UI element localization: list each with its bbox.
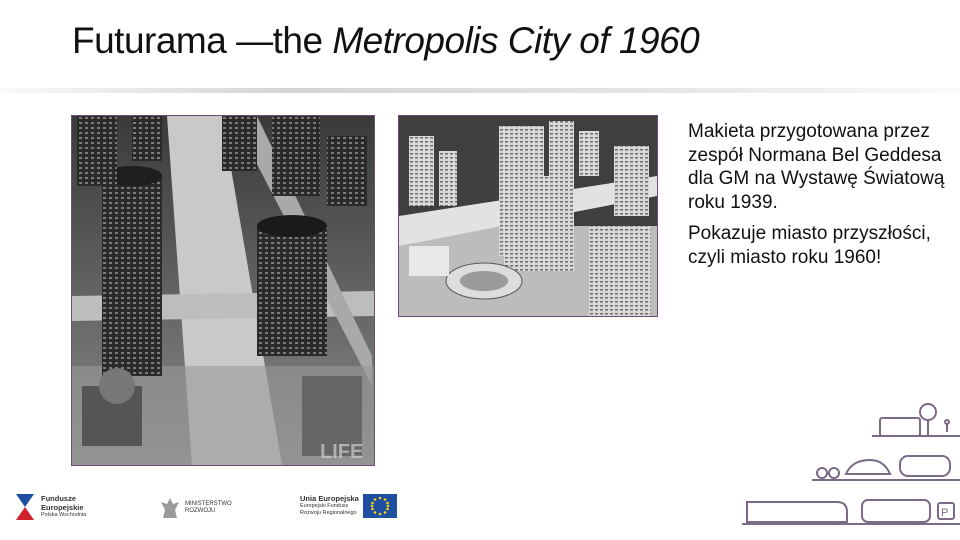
- caption-text: [688, 120, 948, 277]
- eagle-emblem-icon: [160, 496, 180, 520]
- ministerstwo-line-2: ROZWOJU: [185, 508, 216, 514]
- caption-paragraph-2: Pokazuje miasto przyszłości, czyli miasto roku 1960!: [688, 223, 931, 268]
- fe-sub: Polska Wschodnia: [41, 512, 87, 518]
- city-model-image-1: [72, 116, 374, 465]
- ministerstwo-line-1: MINISTERSTWO: [185, 501, 232, 507]
- eu-flag-icon: [363, 494, 397, 518]
- title-italic-text: Metropolis City of 1960: [332, 20, 700, 61]
- futurama-photo-towers: [71, 115, 375, 466]
- ue-sub-2: Rozwoju Regionalnego: [300, 510, 357, 517]
- ue-line-1: Unia Europejska: [300, 493, 359, 503]
- futurama-photo-slabs: [398, 115, 658, 317]
- ue-sub-1: Europejski Fundusz: [300, 503, 349, 510]
- ministerstwo-logo: [160, 496, 232, 520]
- transport-illustration: [742, 400, 960, 540]
- fe-line-2: Europejskie: [41, 502, 84, 512]
- svg-text:P: P: [941, 507, 949, 519]
- life-watermark: LIFE: [320, 441, 364, 463]
- fe-line-1: Fundusze: [41, 494, 76, 503]
- caption-paragraph-1: Makieta przygotowana przez zespół Normana Bel Geddesa dla GM na Wystawę Światową roku 1939.: [688, 121, 945, 213]
- footer-logos: [0, 486, 420, 530]
- title-plain-text: Futurama —the: [72, 20, 333, 61]
- city-model-image-2: [399, 116, 657, 316]
- title-divider: [0, 88, 960, 93]
- fe-emblem-icon: [14, 492, 36, 522]
- slide-title: [72, 20, 699, 62]
- unia-europejska-logo: [300, 494, 397, 518]
- fundusze-europejskie-logo: [14, 492, 86, 522]
